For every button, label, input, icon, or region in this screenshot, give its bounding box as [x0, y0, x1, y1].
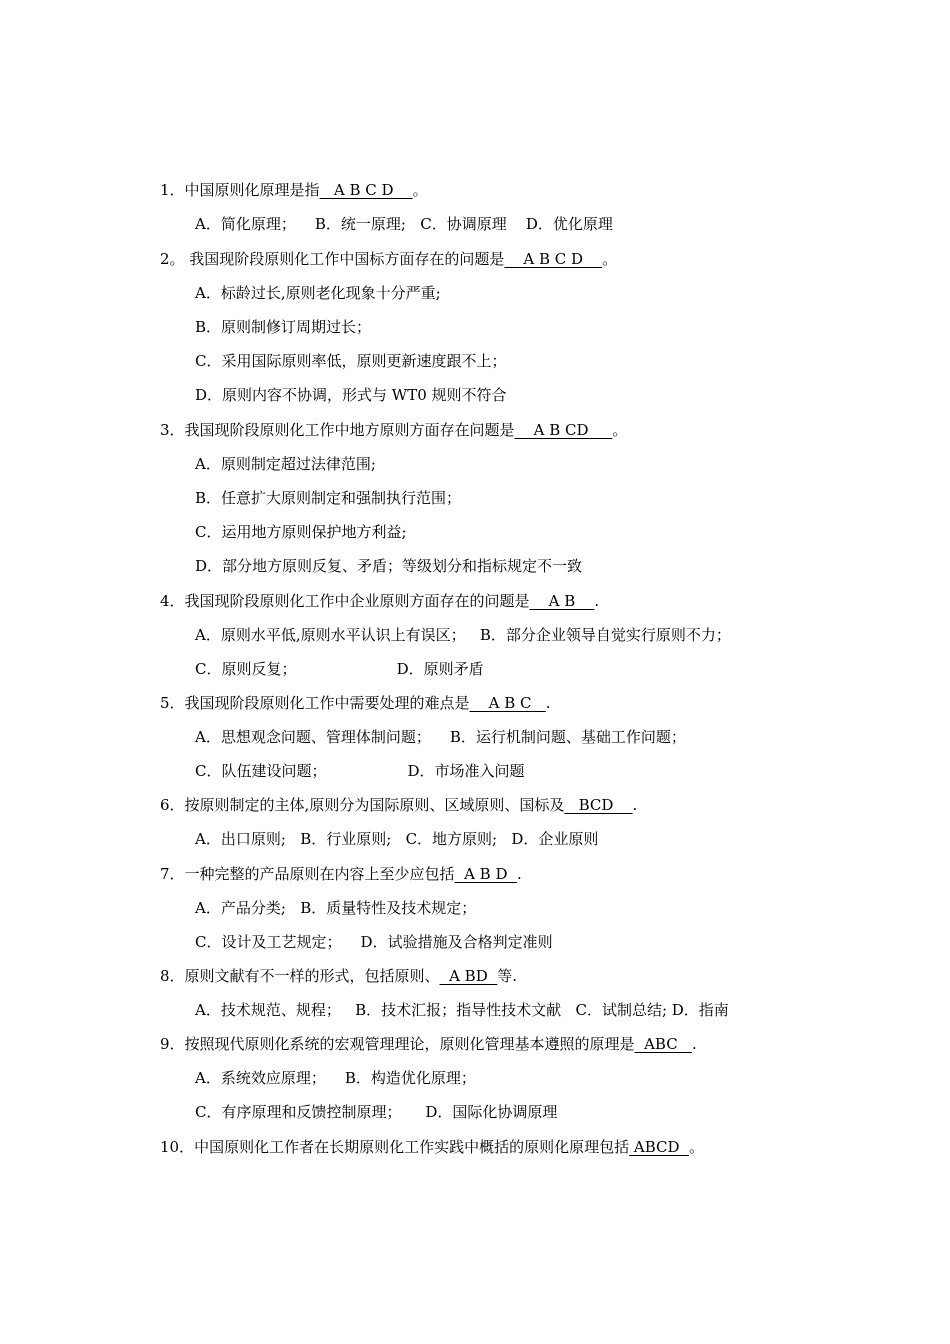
question-stem-end: 。 — [689, 1138, 705, 1156]
question-stem-end: 。 — [602, 250, 618, 268]
option-line: D．原则内容不协调，形式与 WT0 规则不符合 — [195, 386, 507, 404]
answer-blank: BCD — [564, 796, 633, 814]
question-stem-end: . — [545, 694, 551, 712]
option-line: C．队伍建设问题； D．市场准入问题 — [195, 762, 525, 780]
answer-blank: A B C — [469, 694, 546, 712]
option-line: A．原则制定超过法律范围; — [195, 455, 376, 473]
question-stem: 2。 我国现阶段原则化工作中国标方面存在的问题是 — [160, 250, 505, 268]
option-line: C．采用国际原则率低，原则更新速度跟不上； — [195, 352, 507, 370]
question-stem: 3．我国现阶段原则化工作中地方原则方面存在问题是 — [160, 421, 515, 439]
question-stem: 5．我国现阶段原则化工作中需要处理的难点是 — [160, 694, 470, 712]
question-6 — [160, 795, 637, 815]
answer-blank: A B — [529, 592, 595, 610]
option-line: C．运用地方原则保护地方利益; — [195, 523, 407, 541]
question-stem-end: 。 — [412, 181, 428, 199]
answer-blank: A B CD — [514, 421, 613, 439]
option-line: A．原则水平低,原则水平认识上有误区； B．部分企业领导自觉实行原则不力； — [195, 626, 731, 644]
question-stem-end: 等. — [497, 967, 518, 985]
option-line: A．技术规范、规程； B．技术汇报；指导性技术文献 C．试制总结; D．指南 — [195, 1001, 729, 1019]
option-line: B．任意扩大原则制定和强制执行范围； — [195, 489, 462, 507]
option-line: A．系统效应原理； B．构造优化原理； — [195, 1069, 476, 1087]
option-line: A．产品分类; B．质量特性及技术规定； — [195, 899, 477, 917]
question-stem: 1．中国原则化原理是指 — [160, 181, 320, 199]
answer-blank: ABC — [634, 1035, 692, 1053]
option-line: B．原则制修订周期过长； — [195, 318, 372, 336]
question-stem-end: . — [632, 796, 638, 814]
question-9 — [160, 1034, 697, 1054]
question-stem-end: . — [692, 1035, 697, 1053]
question-stem-end: 。 — [612, 421, 628, 439]
question-stem: 8．原则文献有不一样的形式，包括原则、 — [160, 967, 440, 985]
question-stem: 6．按原则制定的主体,原则分为国际原则、区域原则、国标及 — [160, 796, 565, 814]
answer-blank: A BD — [439, 967, 498, 985]
question-stem: 10．中国原则化工作者在长期原则化工作实践中概括的原则化原理包括 — [160, 1138, 630, 1156]
option-line: A．思想观念问题、管理体制问题； B．运行机制问题、基础工作问题； — [195, 728, 686, 746]
answer-blank: A B C D — [319, 181, 413, 199]
answer-blank: A B D — [454, 865, 518, 883]
question-stem-end: . — [517, 865, 522, 883]
question-stem: 7．一种完整的产品原则在内容上至少应包括 — [160, 865, 455, 883]
option-line: A．标龄过长,原则老化现象十分严重; — [195, 284, 441, 302]
question-1 — [160, 180, 428, 200]
question-8 — [160, 966, 517, 986]
question-4 — [160, 591, 599, 611]
option-line: D．部分地方原则反复、矛盾；等级划分和指标规定不一致 — [195, 557, 583, 575]
option-line: A．出口原则; B．行业原则; C．地方原则; D．企业原则 — [195, 830, 599, 848]
question-stem-end: . — [594, 592, 600, 610]
question-5 — [160, 693, 551, 713]
question-3 — [160, 420, 627, 440]
option-line: C．设计及工艺规定； D．试验措施及合格判定准则 — [195, 933, 553, 951]
question-2 — [160, 249, 617, 269]
option-line: A．简化原理； B．统一原理; C．协调原理 D．优化原理 — [195, 215, 613, 233]
option-line: C．原则反复； D．原则矛盾 — [195, 660, 484, 678]
question-10 — [160, 1137, 704, 1157]
question-stem: 9．按照现代原则化系统的宏观管理理论，原则化管理基本遵照的原理是 — [160, 1035, 635, 1053]
answer-blank: A B C D — [504, 250, 603, 268]
answer-blank: ABCD — [629, 1138, 690, 1156]
question-7 — [160, 864, 522, 884]
question-stem: 4．我国现阶段原则化工作中企业原则方面存在的问题是 — [160, 592, 530, 610]
option-line: C．有序原理和反馈控制原理； D．国际化协调原理 — [195, 1103, 558, 1121]
